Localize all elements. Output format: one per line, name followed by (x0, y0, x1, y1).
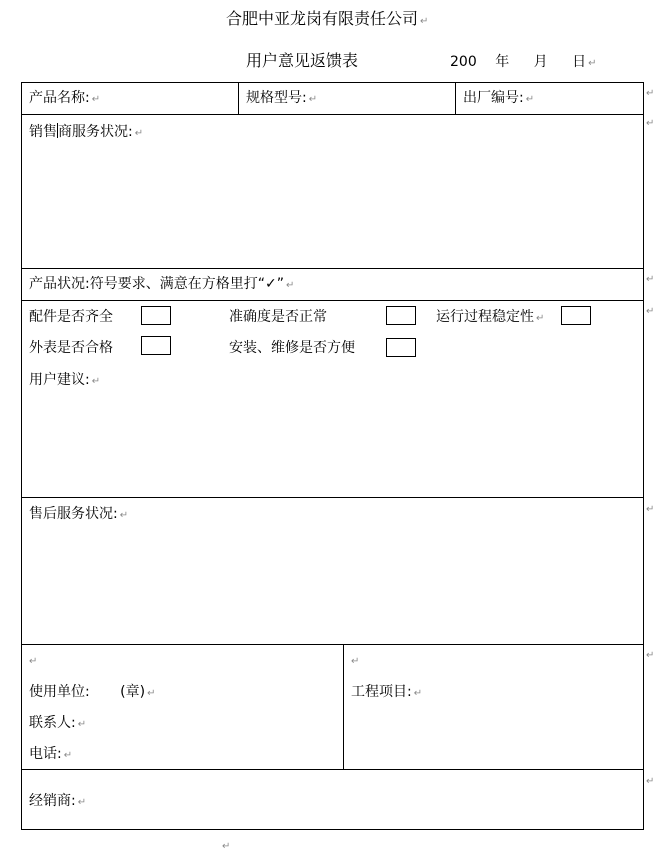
row-end-mark: ↵ (646, 504, 654, 515)
date-line: 200 年 月 日 ↵ (450, 54, 597, 70)
after-sales-label: 售后服务状况: ↵ (29, 506, 129, 522)
project-label: 工程项目: ↵ (351, 684, 423, 700)
check-stability-box[interactable] (561, 306, 591, 325)
check-accessories-label: 配件是否齐全 (29, 309, 113, 325)
row-end-mark: ↵ (646, 650, 654, 661)
contact-label: 联系人: ↵ (29, 715, 87, 731)
check-stability-label: 运行过程稳定性 ↵ (436, 309, 545, 325)
row-end-mark: ↵ (646, 274, 654, 285)
check-appearance-label: 外表是否合格 (29, 340, 113, 356)
check-install-box[interactable] (386, 338, 416, 357)
paragraph-mark: ↵ (29, 656, 38, 667)
check-install-label: 安装、维修是否方便 (229, 340, 355, 356)
check-appearance-box[interactable] (141, 336, 171, 355)
product-status-label: 产品状况:符号要求、满意在方格里打“✓” ↵ (29, 276, 295, 292)
company-name: 合肥中亚龙岗有限责任公司 ↵ (226, 9, 429, 28)
check-accessories-box[interactable] (141, 306, 171, 325)
check-accuracy-box[interactable] (386, 306, 416, 325)
row-end-mark: ↵ (646, 118, 654, 129)
model-label: 规格型号: ↵ (246, 90, 318, 106)
date-year: 200 (450, 54, 477, 70)
row-end-mark: ↵ (646, 776, 654, 787)
paragraph-mark: ↵ (222, 841, 231, 852)
product-name-label: 产品名称: ↵ (29, 90, 101, 106)
user-unit-label: 使用单位: (章) ↵ (29, 684, 156, 700)
form-title: 用户意见返馈表 (246, 51, 359, 70)
row-end-mark: ↵ (646, 88, 654, 99)
distributor-label: 经销商: ↵ (29, 793, 87, 809)
dealer-service-label: 销售商服务状况: ↵ (29, 124, 144, 140)
check-accuracy-label: 准确度是否正常 (229, 309, 327, 325)
seal-text: (章) (120, 684, 146, 700)
phone-label: 电话: ↵ (29, 746, 73, 762)
row-end-mark: ↵ (646, 306, 654, 317)
paragraph-mark: ↵ (351, 656, 360, 667)
user-suggestion-label: 用户建议: ↵ (29, 372, 101, 388)
serial-number-label: 出厂编号: ↵ (463, 90, 535, 106)
paragraph-mark: ↵ (420, 16, 429, 27)
